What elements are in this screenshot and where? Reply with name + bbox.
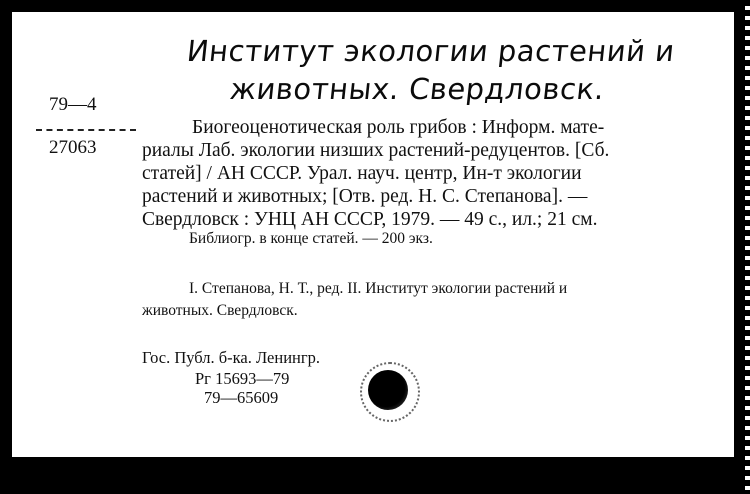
library-code: Рг 15693—79 bbox=[195, 369, 290, 388]
entry-line-1: Биогеоценотическая роль грибов : Информ. мате- bbox=[192, 117, 605, 138]
handwritten-heading-line-1: Институт экологии растений и bbox=[185, 34, 677, 68]
shelf-divider bbox=[36, 129, 136, 131]
catalog-card bbox=[12, 12, 734, 457]
entry-line-4: растений и животных; [Отв. ред. Н. С. Степанова]. — bbox=[142, 186, 588, 207]
entry-line-5: Свердловск : УНЦ АН СССР, 1979. — 49 с., ил.; 21 см. bbox=[142, 209, 598, 230]
bibliography-note: Библиогр. в конце статей. — 200 экз. bbox=[189, 230, 433, 247]
entry-line-2: риалы Лаб. экологии низших растений-редуцентов. [Сб. bbox=[142, 140, 610, 161]
handwritten-heading-line-2: животных. Свердловск. bbox=[228, 72, 607, 106]
scan-edge bbox=[745, 0, 750, 494]
tracing-line-2: животных. Свердловск. bbox=[142, 302, 298, 319]
entry-line-3: статей] / АН СССР. Урал. науч. центр, Ин-т экологии bbox=[142, 163, 582, 184]
ink-stamp bbox=[368, 370, 408, 410]
class-number: 79—4 bbox=[49, 94, 97, 115]
library-name: Гос. Публ. б-ка. Ленингр. bbox=[142, 348, 321, 367]
inventory-number: 27063 bbox=[49, 137, 97, 158]
tracing-line-1: I. Степанова, Н. Т., ред. II. Институт экологии растений и bbox=[189, 280, 568, 297]
library-number: 79—65609 bbox=[204, 388, 279, 407]
